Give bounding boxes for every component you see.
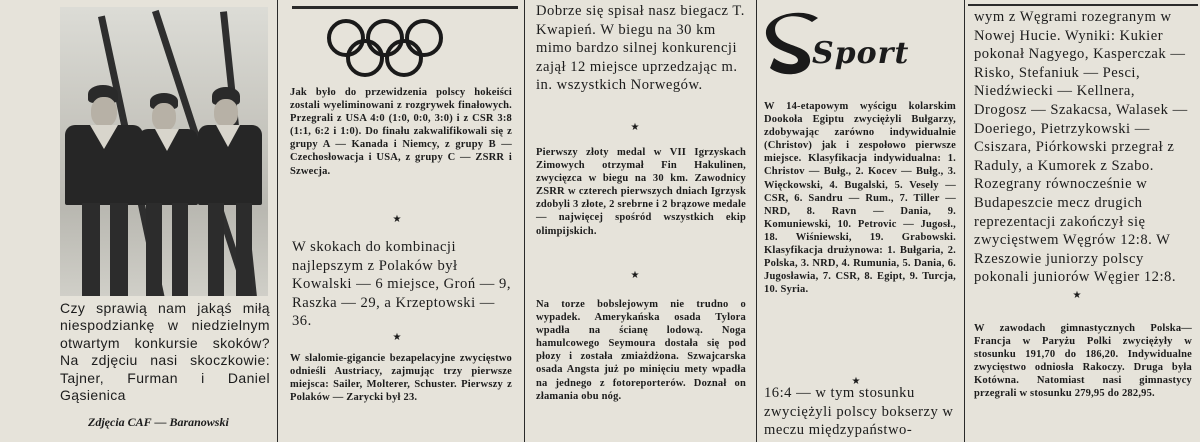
separator-star: ★ [630,270,640,281]
bobsleje-article: Na torze bobslejowym nie trudno o wypadek. Amerykańska osada Tylora wpadła na ścianę lodową. Noga hamulcowego Seymoura dostała się pod płozy i została zmiażdżona. Szwajcarska osada Angsta już po minięciu mety wpadła na jednego z fotoreporterów. Doznał on złamania obu nóg. [536,299,746,402]
separator-star: ★ [1072,290,1082,301]
column-2 [286,0,518,442]
gimnastyka-article: W zawodach gimnastycznych Polska—Francja w Paryżu Polki zwyciężyły w stosunku 191,70 do 186,20. Indywidualne zwycięstwo odniosła Rakoczy. Druga była Kotówna. Natomiast nasi gimnastycy przegrali w stosunku 279,95 do 282,95. [974,323,1192,400]
sport-logo: Sport [812,36,910,71]
separator-star: ★ [392,332,402,343]
kwapien-article: Dobrze się spisał nasz biegacz T. Kwapień. W biegu na 30 km mimo bardzo silnej konkurencji zajął 12 miejsce uprzedzając m. in. wszystkich Norwegów. [536,3,745,94]
olympic-rings-icon [326,18,444,80]
column-divider [277,0,278,442]
separator-star: ★ [630,122,640,133]
boks-continued-article: wym z Węgrami rozegranym w Nowej Hucie. Wyniki: Kukier pokonał Nagyego, Kasperczak — Risko, Stefaniuk — Pesci, Niedźwiecki — Kellnera, Drogosz — Szakacsa, Walasek — Doeriego, Pietrzykowski — Csiszara, Piórkowski przegrał z Raduly, a Kumorek z Szabo. Rozegrany równocześnie w Budapeszcie mecz drugich reprezentacji zakończył się zwycięstwem Węgrów 12:8. W Rzeszowie juniorzy polscy pokonali juniorów Węgier 12:8. [974,9,1188,286]
column-3 [530,0,752,442]
kombinacja-article: W skokach do kombinacji najlepszym z Polaków był Kowalski — 6 miejsce, Groń — 9, Raszka — 29, a Krzeptowski — 36. [292,239,511,330]
skijumpers-photo [60,7,268,296]
photo-caption: Czy sprawią nam jakąś miłą niespodziankę w niedzielnym otwartym konkursie skoków? Na zdjęciu nasi skoczkowie: Tajner, Furman i Daniel Gąsienica [60,300,270,404]
column-5 [968,0,1198,442]
photo-credit: Zdjęcia CAF — Baranowski [88,415,229,429]
separator-star: ★ [851,376,861,387]
slalom-article: W slalomie-gigancie bezapelacyjne zwycięstwo odnieśli Austriacy, zajmując trzy pierwsze miejsca: Sailer, Molterer, Schuster. Pierwszy z Polaków — Zarycki był 23. [290,353,512,404]
top-rule [292,6,518,9]
column-divider [756,0,757,442]
egipt-article: W 14-etapowym wyścigu kolarskim Dookoła Egiptu zwyciężyli Bułgarzy, zdobywając zarówno indywidualnie (Christov) jak i zespołowo pierwsze miejsce. Klasyfikacja indywidualna: 1. Christov — Bułg., 2. Kocev — Bułg., 3. Więckowski, 4. Bugalski, 5. Vesely — CSR, 6. Sandru — Rum., 7. Tiller — NRD, 8. Ravn — Dania, 9. Komuniewski, 10. Petrovic — Jugosł., 18. Wiśniewski, 19. Grabowski. Klasyfikacja drużynowa: 1. Bułgaria, 2. Polska, 3. NRD, 4. Rumunia, 5. Dania, 6. Jugosławia, 7. CSR, 8. Egipt, 9. Turcja, 10. Syria. [764,101,956,296]
hockey-article: Jak było do przewidzenia polscy hokeiści zostali wyeliminowani z rozgrywek finałowych. Przegrali z USA 4:0 (1:0, 0:0, 3:0) i z CSR 3:8 (1:1, 6:2 i 1:0). Do finału zakwalifikowali się z grupy A — Kanada i Niemcy, z grupy B — Czechosłowacja i USA, z grupy C — ZSRR i Szwecja. [290,87,512,177]
separator-star: ★ [392,214,402,225]
hakulinen-article: Pierwszy złoty medal w VII Igrzyskach Zimowych otrzymał Fin Hakulinen, zwycięzca w biegu na 30 km. Zawodnicy ZSRR w czterech pierwszych dniach Igrzysk zdobyli 3 złote, 2 srebrne i 2 brązowe medale — najwięcej spośród wszystkich ekip olimpijskich. [536,147,746,237]
column-divider [964,0,965,442]
column-4 [760,0,960,442]
column-divider [524,0,525,442]
boks-article: 16:4 — w tym stosunku zwyciężyli polscy bokserzy w meczu międzypaństwo- [764,385,954,439]
top-rule [968,4,1198,6]
